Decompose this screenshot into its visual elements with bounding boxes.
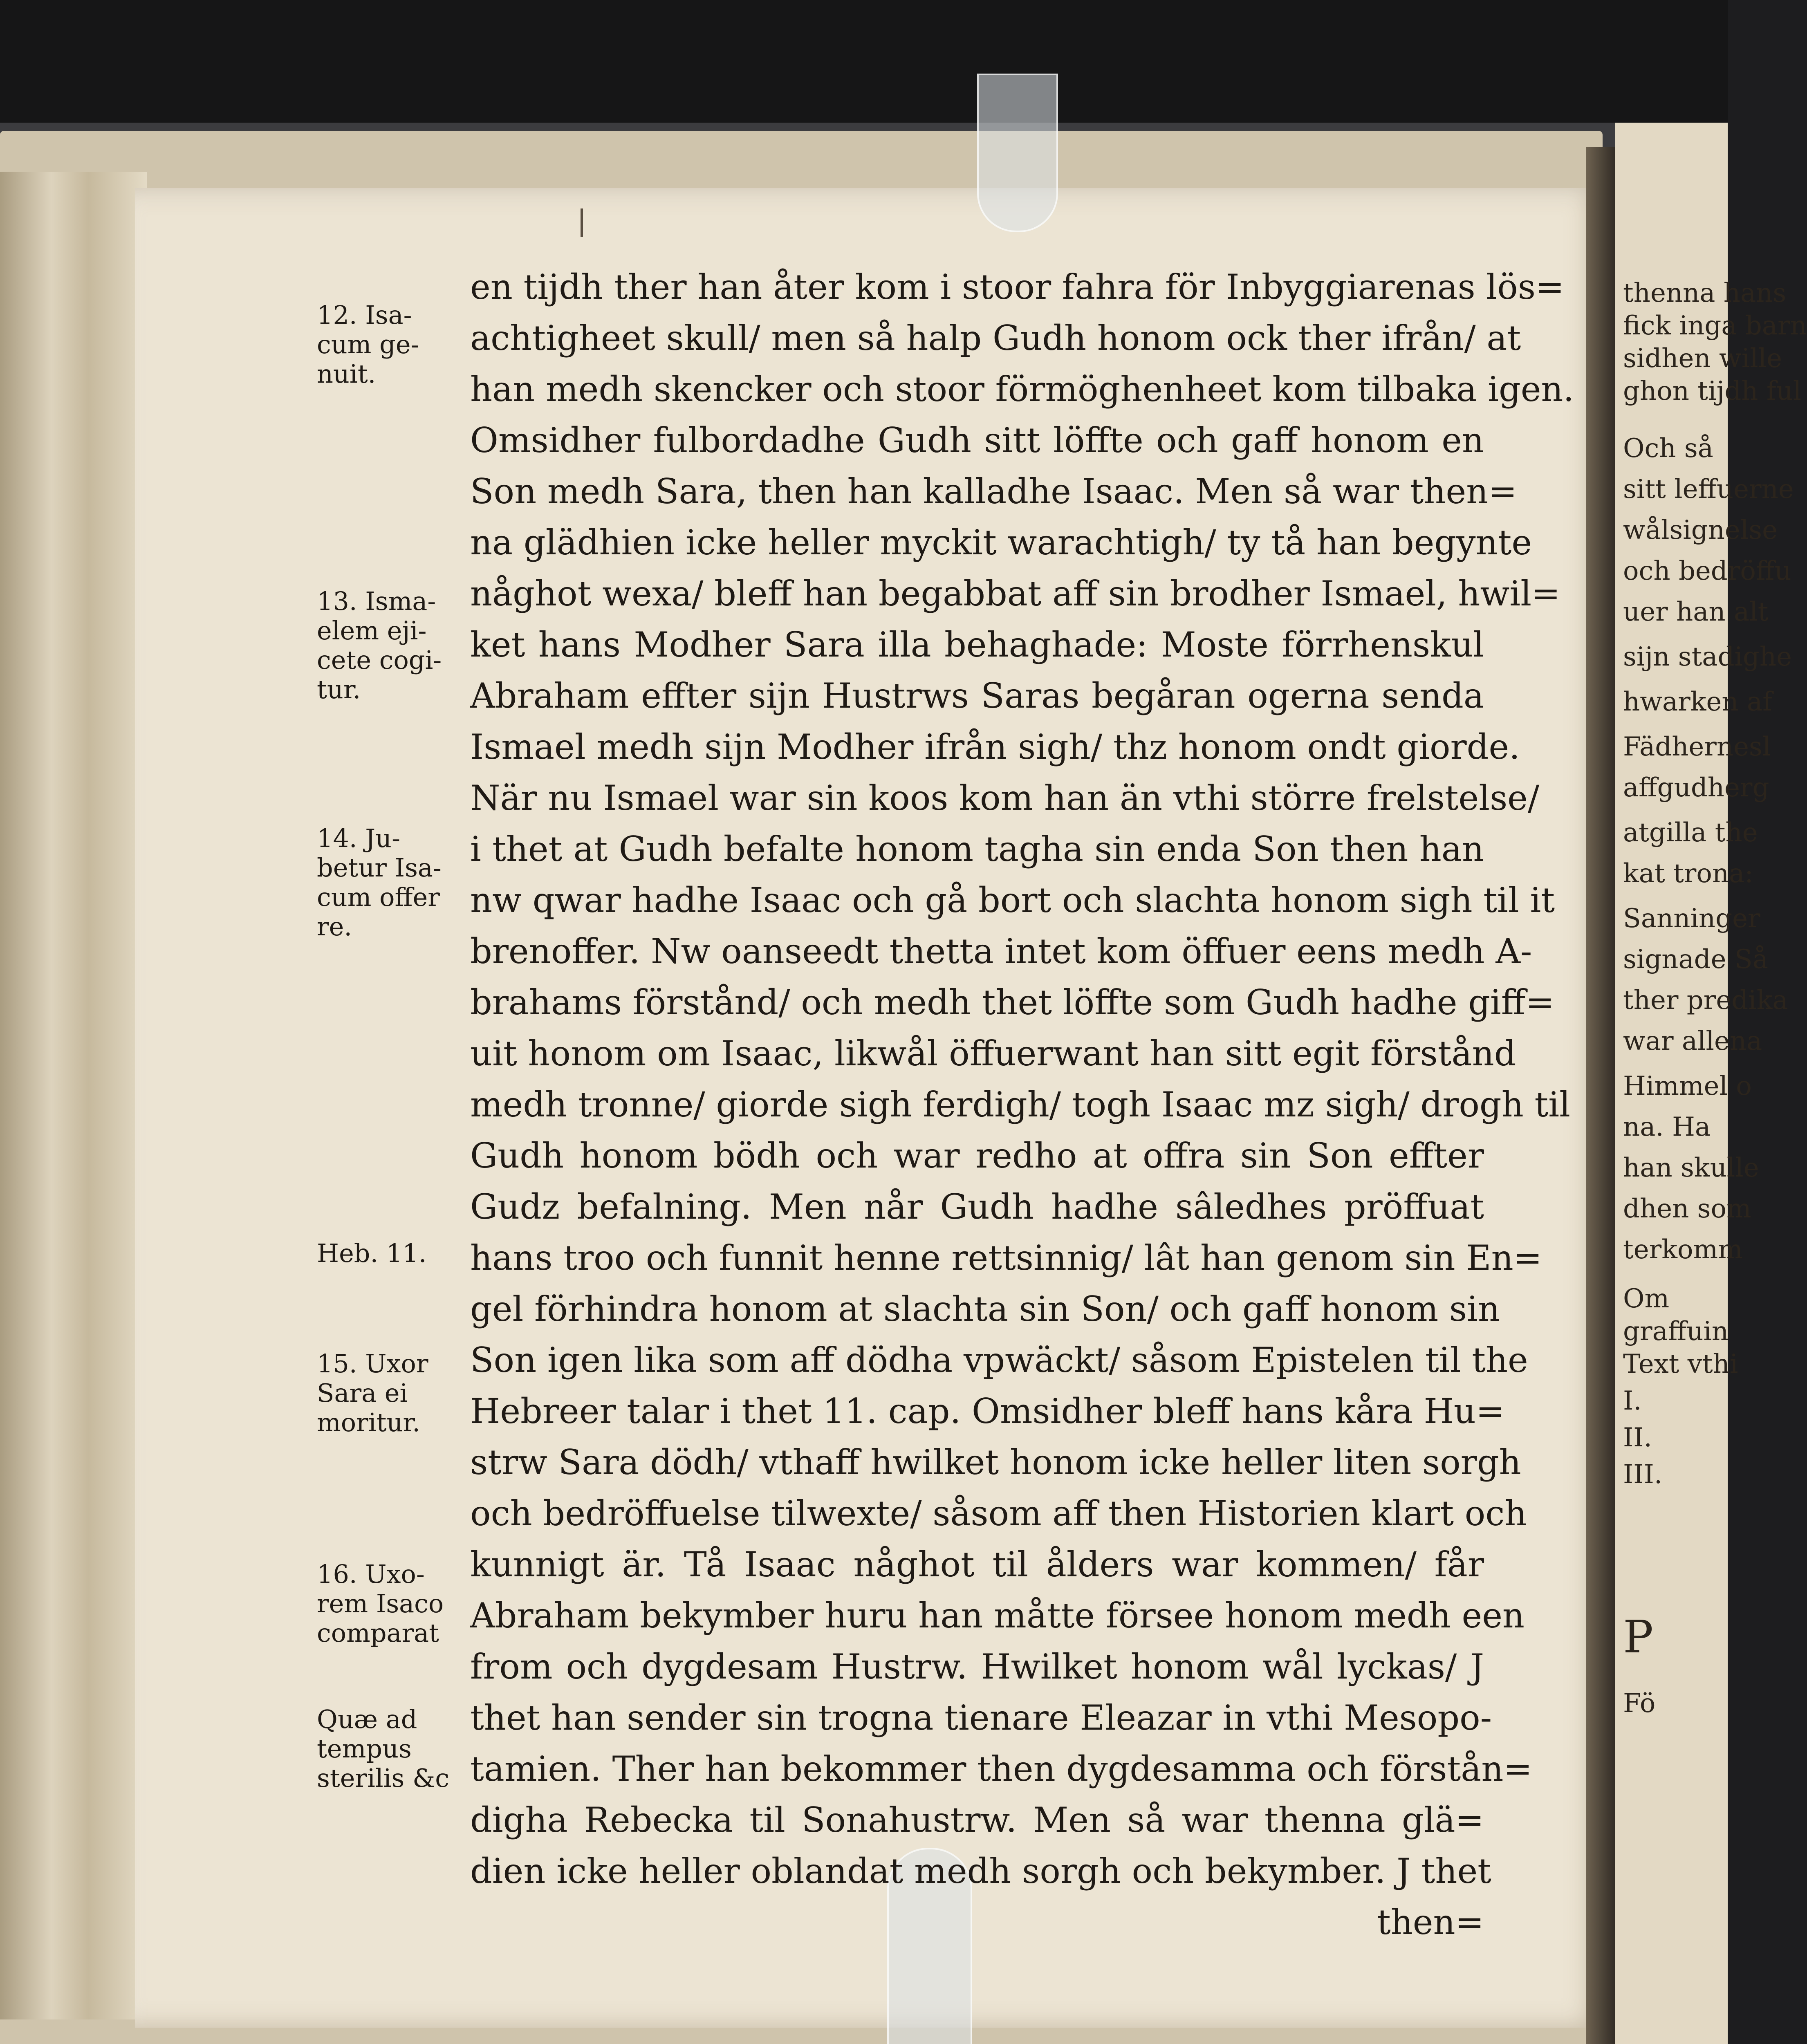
text-line: dien icke heller oblandat medh sorgh och bekymber. J thet [470,1851,1491,1891]
facing-page-fragment: fick inga barn [1623,311,1807,341]
margin-note-line: sterilis &c [317,1763,449,1793]
text-line: Son medh Sara, then han kalladhe Isaac. Men så war then= [470,471,1517,511]
facing-page-fragment: wålsignelse [1623,515,1778,545]
holding-clip-top [977,74,1058,232]
text-line: brahams förstånd/ och medh thet löffte som Gudh hadhe giff= [470,982,1554,1022]
margin-note-line: Heb. 11. [317,1238,427,1268]
margin-note-line: cum offer [317,882,440,912]
text-line: han medh skencker och stoor förmöghenheet kom tilbaka igen. [470,369,1574,409]
facing-page-fragment: graffuin [1623,1316,1729,1347]
facing-page-fragment: Fö [1623,1688,1656,1719]
text-line: thet han sender sin trogna tienare Eleazar in vthi Mesopo- [470,1698,1492,1738]
text-line: Abraham bekymber huru han måtte försee honom medh een [470,1596,1525,1636]
facing-page-fragment: sidhen wille [1623,343,1782,374]
facing-page-fragment: thenna hans [1623,278,1787,308]
facing-page-fragment: sijn stadighe [1623,642,1792,672]
facing-page-fragment: Sanninger [1623,903,1760,934]
margin-note-line: moritur. [317,1407,420,1437]
facing-page-fragment: och bedröffu [1623,556,1791,586]
facing-page-fragment: ghon tijdh ful [1623,376,1802,406]
facing-page-fragment: na. Ha [1623,1112,1711,1142]
text-line: tamien. Ther han bekommer then dygdesamma och förstån= [470,1749,1532,1789]
text-line: from och dygdesam Hustrw. Hwilket honom wål lyckas/ J [470,1647,1484,1687]
text-line: Hebreer talar i thet 11. cap. Omsidher bleff hans kåra Hu= [470,1391,1505,1431]
margin-note-line: Sara ei [317,1378,408,1408]
facing-page-fragment: II. [1623,1423,1652,1453]
margin-note-isaac-sacrifice [317,824,472,941]
margin-note-line: re. [317,912,352,941]
text-line: Abraham effter sijn Hustrws Saras begåran ogerna senda [470,676,1484,716]
text-line: gel förhindra honom at slachta sin Son/ och gaff honom sin [470,1289,1500,1329]
margin-note-line: cete cogi- [317,645,442,675]
text-line: någhot wexa/ bleff han begabbat aff sin brodher Ismael, hwil= [470,574,1560,614]
facing-page-fragment: signade Så [1623,944,1768,975]
margin-note-line: 14. Ju- [317,823,401,853]
margin-note-sara-dies [317,1349,472,1437]
scan-backdrop-top [0,0,1728,123]
text-line: Son igen lika som aff dödha vpwäckt/ såsom Epistelen til the [470,1340,1528,1380]
text-line: och bedröffuelse tilwexte/ såsom aff then Historien klart och [470,1493,1527,1533]
facing-page-fragment: III. [1623,1459,1663,1490]
margin-note-line: nuit. [317,359,376,389]
catchword: then= [1377,1902,1484,1942]
margin-note-line: 13. Isma- [317,586,436,616]
margin-note-line: betur Isa- [317,853,442,883]
page-edge-stack [0,172,147,2019]
text-line: medh tronne/ giorde sigh ferdigh/ togh Isaac mz sigh/ drogh til [470,1085,1570,1125]
text-line: Gudh honom bödh och war redho at offra sin Son effter [470,1136,1484,1176]
margin-note-wife-for-isaac [317,1560,472,1648]
margin-note-hebrews [317,1239,472,1268]
margin-note-line: comparat [317,1618,439,1648]
book-gutter [1586,147,1619,2044]
text-line: kunnigt är. Tå Isaac någhot til ålders war kommen/ får [470,1544,1484,1585]
text-line: Gudz befalning. Men når Gudh hadhe sâledhes pröffuat [470,1187,1484,1227]
margin-note-line: rem Isaco [317,1589,444,1618]
text-line: Ismael medh sijn Modher ifrån sigh/ thz honom ondt giorde. [470,727,1520,767]
facing-page-fragment: Och så [1623,433,1713,464]
text-line: achtigheet skull/ men så halp Gudh honom ock ther ifrån/ at [470,318,1521,358]
facing-page-fragment: affgudherg [1623,773,1769,803]
facing-page-fragment: terkomm [1623,1235,1743,1265]
text-line: na glädhien icke heller myckit warachtigh/ ty tå han begynte [470,522,1532,563]
facing-page-fragment: dhen som [1623,1194,1751,1224]
margin-note-isaac-born [317,300,472,389]
facing-page-fragment: I. [1623,1386,1642,1416]
margin-note-line: 15. Uxor [317,1349,428,1378]
margin-note-line: 16. Uxo- [317,1559,425,1589]
text-line: nw qwar hadhe Isaac och gå bort och slachta honom sigh til it [470,880,1555,920]
margin-note-line: 12. Isa- [317,300,412,330]
facing-page [1615,123,1807,2044]
margin-note-line: cum ge- [317,329,419,359]
margin-note-line: elem eji- [317,616,427,645]
facing-page-fragment: kat trona: [1623,858,1753,889]
page-mark [581,208,583,237]
main-text-block [470,262,1574,1948]
text-line: Omsidher fulbordadhe Gudh sitt löffte och gaff honom en [470,420,1484,460]
facing-page-fragment: Himmel o [1623,1071,1752,1101]
text-line: hans troo och funnit henne rettsinnig/ lât han genom sin En= [470,1238,1542,1278]
facing-page-fragment: Text vthi [1623,1349,1738,1379]
facing-page-fragment: P [1623,1611,1654,1663]
text-line: strw Sara dödh/ vthaff hwilket honom icke heller liten sorgh [470,1442,1521,1482]
facing-page-fragment: uer han alt [1623,597,1769,627]
facing-page-fragment: han skulle [1623,1153,1759,1183]
margin-note-ismael-ejected [317,587,472,704]
text-line: en tijdh ther han åter kom i stoor fahra för Inbyggiarenas lös= [470,267,1565,307]
margin-note-line: Quæ ad [317,1704,417,1734]
facing-page-fragment: Fädhernesl [1623,732,1771,762]
text-line: ket hans Modher Sara illa behaghade: Moste förrhenskul [470,625,1484,665]
margin-note-line: tempus [317,1734,412,1764]
text-line: När nu Ismael war sin koos kom han än vthi större frelstelse/ [470,778,1540,818]
margin-note-line: tur. [317,675,361,704]
facing-page-fragment: Om [1623,1284,1670,1314]
facing-page-fragment: sitt leffuerne [1623,474,1794,504]
text-line: brenoffer. Nw oanseedt thetta intet kom öffuer eens medh A- [470,931,1532,971]
facing-page-fragment: war allena [1623,1026,1762,1056]
margin-note-sterilis [317,1705,472,1793]
text-line: digha Rebecka til Sonahustrw. Men så war thenna glä= [470,1800,1484,1840]
facing-page-fragment: hwarken af [1623,687,1772,717]
facing-page-fragment: ther predika [1623,985,1788,1015]
text-line: uit honom om Isaac, likwål öffuerwant han sitt egit förstånd [470,1033,1516,1074]
facing-page-fragment: atgilla the [1623,818,1758,848]
text-line: i thet at Gudh befalte honom tagha sin enda Son then han [470,829,1484,869]
